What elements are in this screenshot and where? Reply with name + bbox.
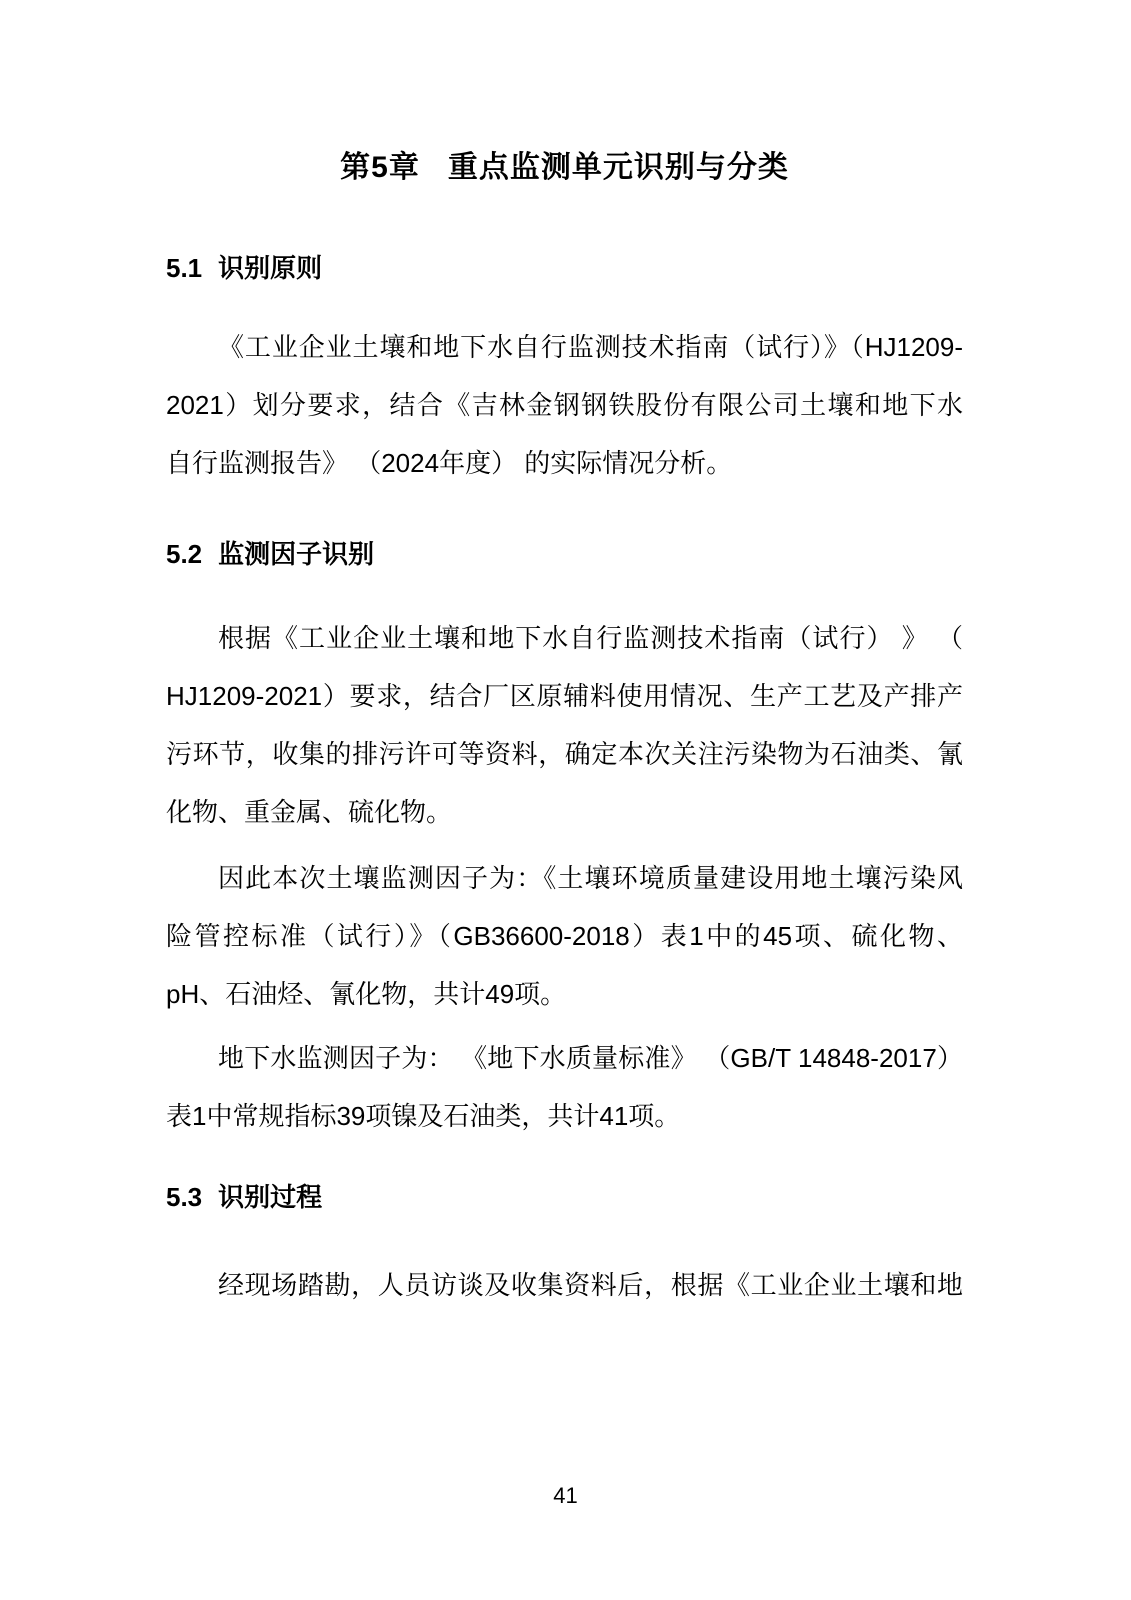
chapter-title-text: 重点监测单元识别与分类 [447, 151, 789, 184]
text-line: pH、石油烃、氰化物，共计49项。 [166, 979, 567, 1009]
text-line: 2021）划分要求，结合《吉林金钢钢铁股份有限公司土壤和地下水 [166, 390, 963, 420]
section-label: 识别过程 [218, 1182, 323, 1212]
text-line: 《工业企业土壤和地下水自行监测技术指南（试行）》（HJ1209- [218, 332, 963, 362]
paragraph-5-3-1 [166, 1256, 963, 1314]
paragraph-5-2-3 [166, 1029, 963, 1145]
text-line: HJ1209-2021）要求，结合厂区原辅料使用情况、生产工艺及产排产 [166, 681, 963, 711]
section-heading-5-3 [166, 1183, 963, 1211]
section-heading-5-1 [166, 254, 963, 282]
section-heading-5-2 [166, 540, 963, 568]
text-line: 根据《工业企业土壤和地下水自行监测技术指南（试行） 》 （ [218, 623, 963, 653]
text-line: 险管控标准（试行）》（GB36600-2018）表1中的45项、硫化物、 [166, 921, 963, 951]
text-line: 因此本次土壤监测因子为：《土壤环境质量建设用地土壤污染风 [218, 863, 963, 893]
text-line: 自行监测报告》 （2024年度） 的实际情况分析。 [166, 448, 733, 478]
section-label: 识别原则 [218, 253, 323, 283]
text-line: 表1中常规指标39项镍及石油类，共计41项。 [166, 1101, 681, 1131]
paragraph-5-2-2 [166, 849, 963, 1023]
section-number: 5.2 [166, 539, 203, 569]
section-number: 5.1 [166, 253, 203, 283]
text-line: 污环节，收集的排污许可等资料，确定本次关注污染物为石油类、氰 [166, 739, 963, 769]
paragraph-5-1-1 [166, 318, 963, 492]
text-line: 地下水监测因子为： 《地下水质量标准》 （GB/T 14848-2017） [218, 1043, 963, 1073]
text-line: 化物、重金属、硫化物。 [166, 797, 453, 827]
text-line: 经现场踏勘，人员访谈及收集资料后，根据《工业企业土壤和地 [218, 1270, 963, 1300]
paragraph-5-2-1 [166, 609, 963, 841]
section-number: 5.3 [166, 1182, 203, 1212]
chapter-title [166, 148, 963, 188]
page-number: 41 [553, 1483, 578, 1508]
section-label: 监测因子识别 [218, 539, 375, 569]
chapter-number: 第5章 [340, 151, 420, 184]
